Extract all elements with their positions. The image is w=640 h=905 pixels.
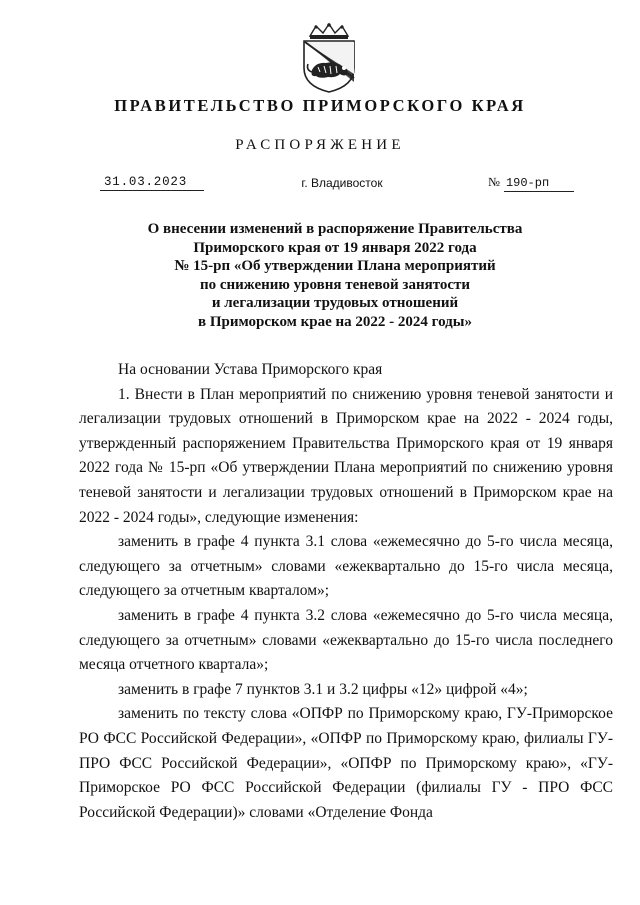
document-date: 31.03.2023	[100, 174, 204, 191]
body-paragraph: заменить в графе 4 пункта 3.2 слова «ежемесячно до 5-го числа месяца, следующего за отчетным» словами «ежеквартально до 15-го числа последнего месяца отчетного квартала»;	[79, 606, 613, 674]
body-paragraph: заменить по тексту слова «ОПФР по Приморскому краю, ГУ-Приморское РО ФСС Российской Федерации», «ОПФР по Приморскому краю, филиалы ГУ-ПРО ФСС Российской Федерации», «ОПФР по Приморскому краю», «ГУ-Приморское РО ФСС Российской Федерации (филиалы ГУ - ПРО ФСС Российской Федерации)» словами «Отделение Фонда	[79, 705, 613, 821]
primorsky-coat-of-arms-icon	[296, 22, 362, 94]
document-subject	[80, 220, 590, 332]
subject-line: в Приморском крае на 2022 - 2024 годы»	[198, 313, 472, 330]
subject-line: и легализации трудовых отношений	[211, 295, 459, 312]
body-paragraph: заменить в графе 7 пунктов 3.1 и 3.2 цифры «12» цифрой «4»;	[118, 680, 528, 698]
body-paragraph: 1. Внести в План мероприятий по снижению уровня теневой занятости и легализации трудовых отношений в Приморском крае на 2022 - 2024 годы, утвержденный распоряжением Правительства Приморского края от 19 января 2022 года № 15-рп «Об утверждении Плана мероприятий по снижению уровня теневой занятости и легализации трудовых отношений в Приморском крае на 2022 - 2024 годы», следующие изменения:	[79, 385, 613, 526]
document-city: г. Владивосток	[301, 176, 383, 190]
document-number	[488, 174, 588, 192]
subject-line: по снижению уровня теневой занятости	[199, 276, 471, 293]
body-paragraph: На основании Устава Приморского края	[118, 361, 383, 378]
document-body	[79, 358, 613, 825]
body-paragraph: заменить в графе 4 пункта 3.1 слова «ежемесячно до 5-го числа месяца, следующего за отчетным» словами «ежеквартально до 15-го числа месяца, следующего за отчетным кварталом»;	[79, 533, 613, 600]
document-type: РАСПОРЯЖЕНИЕ	[235, 137, 405, 153]
number-sign: №	[488, 175, 500, 189]
subject-line: О внесении изменений в распоряжение Правительства	[147, 221, 523, 237]
subject-line: № 15-рп «Об утверждении Плана мероприятий	[174, 258, 496, 275]
government-title: ПРАВИТЕЛЬСТВО ПРИМОРСКОГО КРАЯ	[114, 96, 526, 115]
subject-line: Приморского края от 19 января 2022 года	[193, 239, 477, 256]
number-value: 190-рп	[504, 175, 574, 192]
